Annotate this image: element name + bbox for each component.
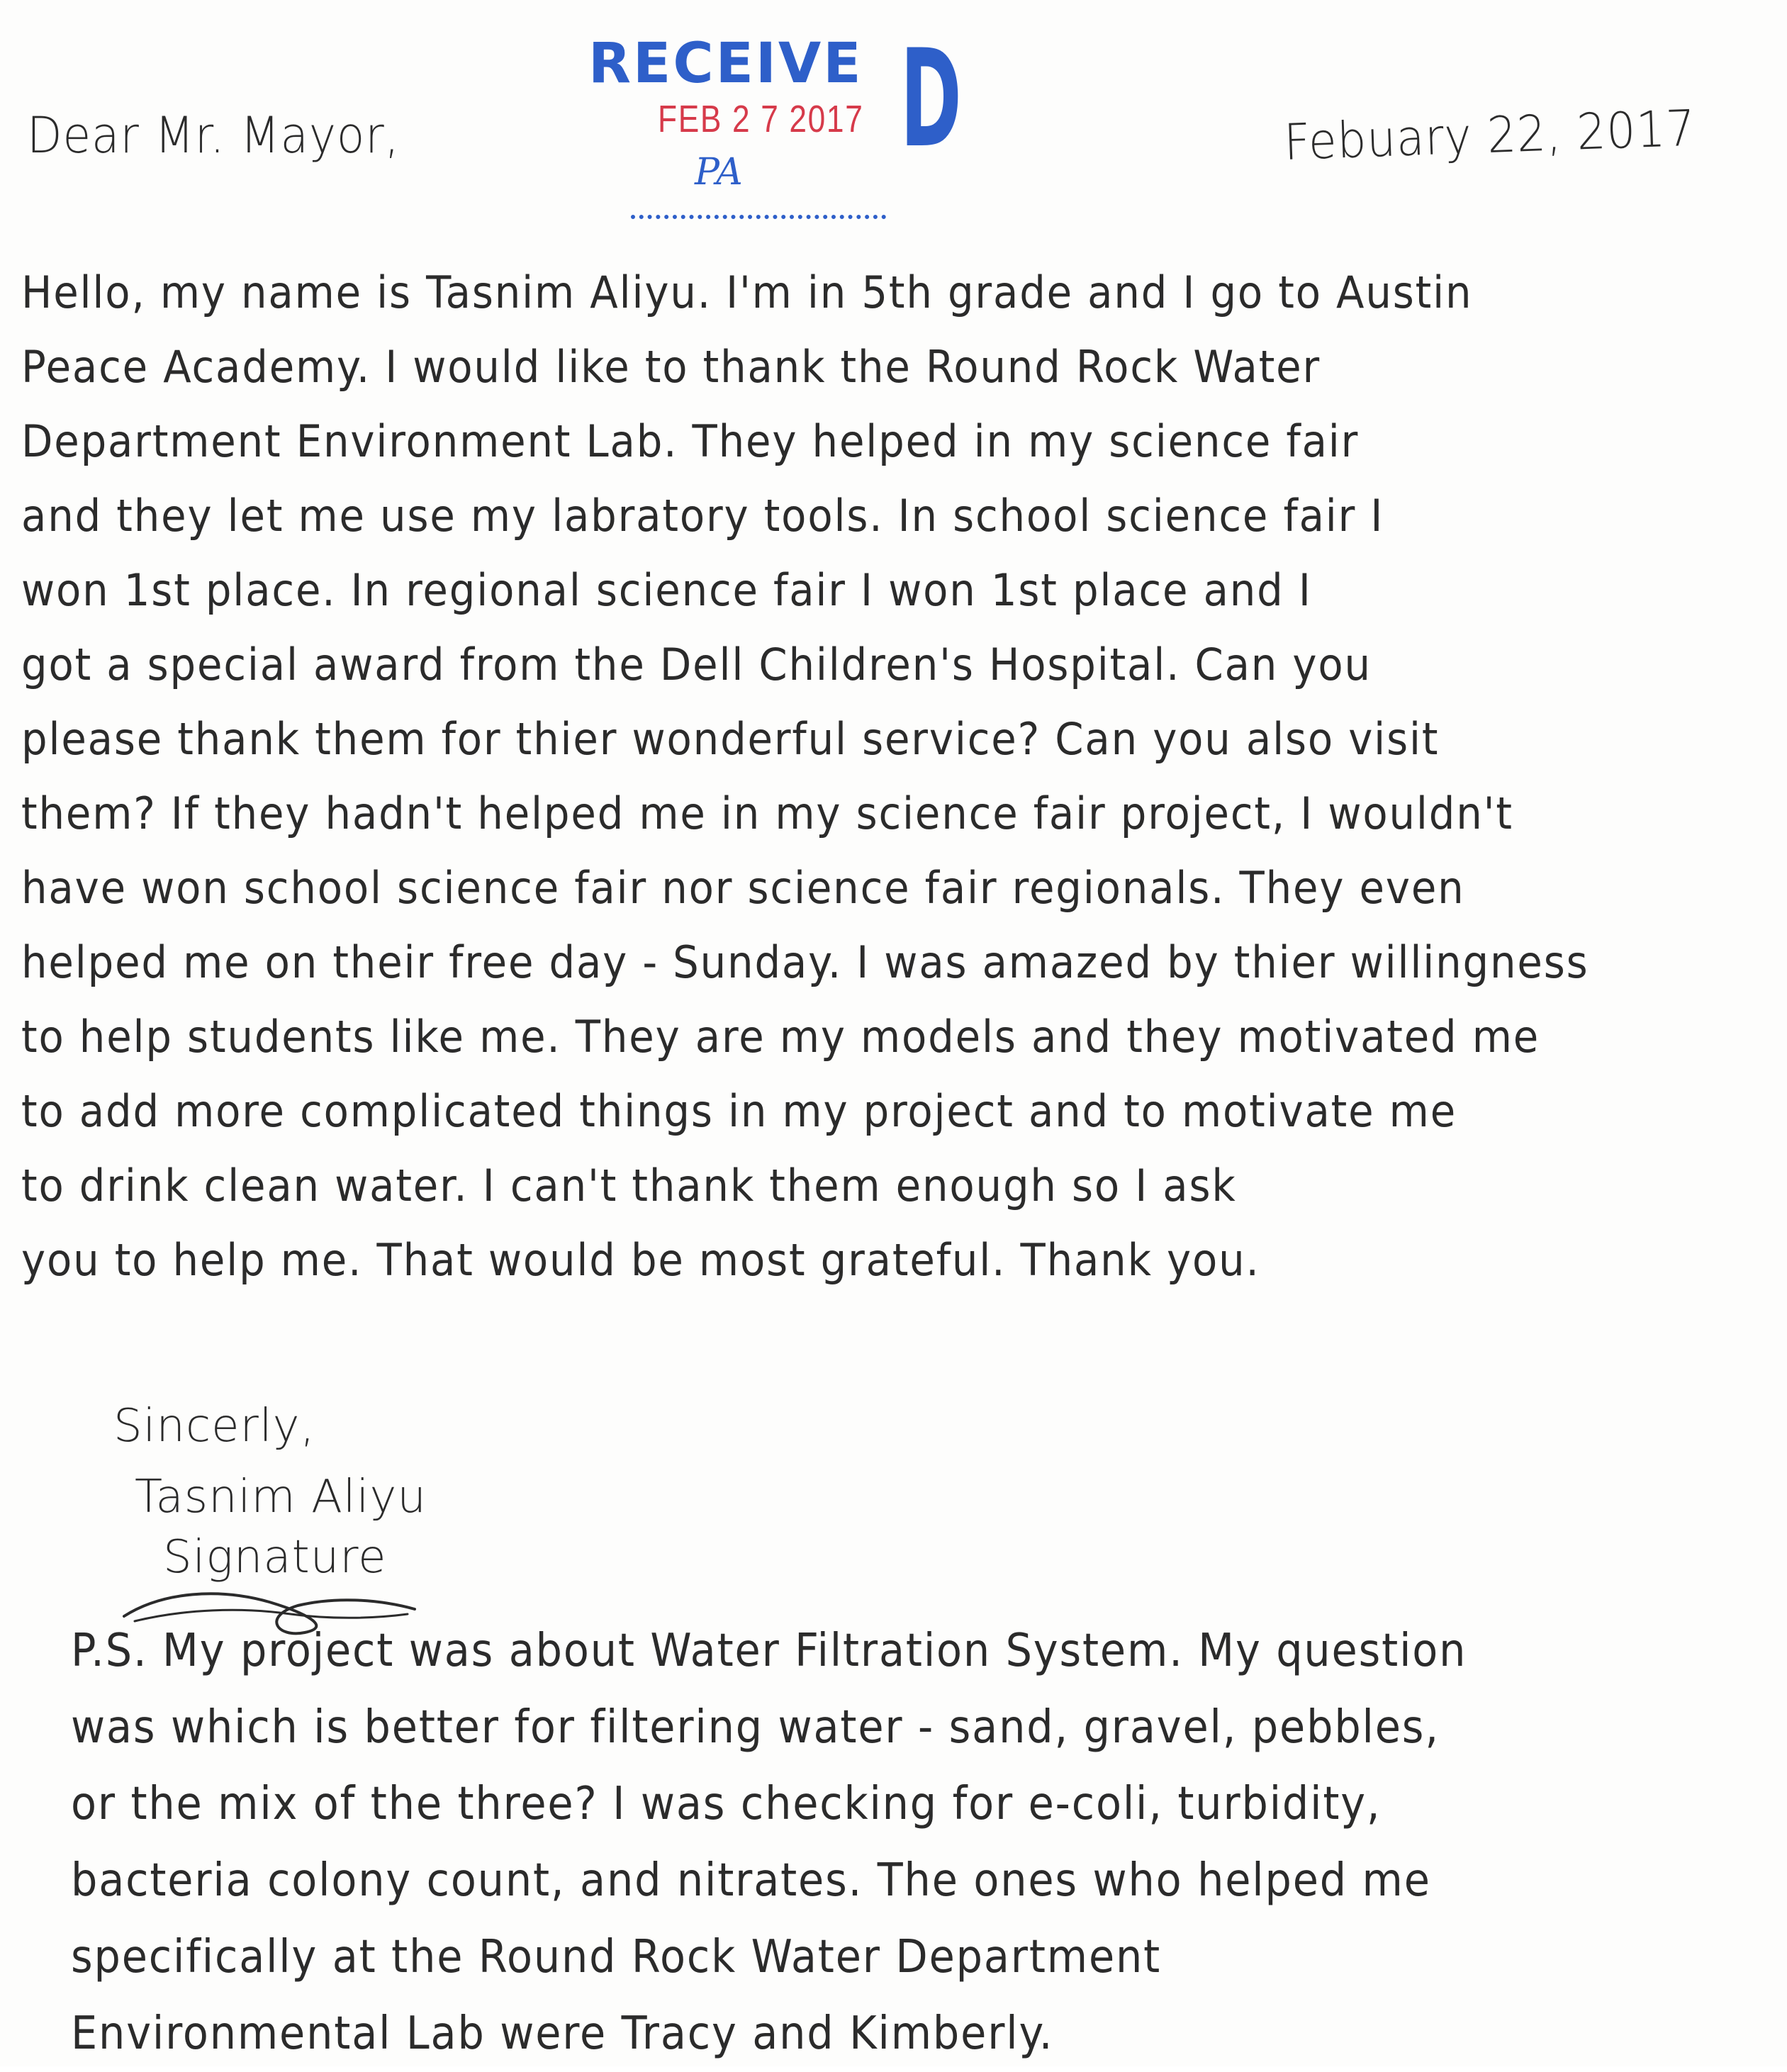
ps-line: Environmental Lab were Tracy and Kimberly. <box>71 2007 1054 2060</box>
signer-name: Tasnim Aliyu <box>135 1471 427 1523</box>
closing: Sincerly, <box>113 1400 315 1452</box>
stamp-received-text: RECEIVE <box>588 32 863 96</box>
postscript <box>71 1613 1772 2072</box>
body-line: won 1st place. In regional science fair I won 1st place and I <box>21 564 1312 616</box>
body-line: Peace Academy. I would like to thank the Round Rock Water <box>21 341 1321 393</box>
body-line: you to help me. That would be most grateful. Thank you. <box>21 1234 1260 1286</box>
body-line: Hello, my name is Tasnim Aliyu. I'm in 5th grade and I go to Austin <box>21 267 1473 318</box>
body-line: got a special award from the Dell Children's Hospital. Can you <box>21 639 1372 690</box>
stamp-date: FEB 2 7 2017 <box>658 98 864 140</box>
body-line: Department Environment Lab. They helped in my science fair <box>21 415 1360 467</box>
body-line: to help students like me. They are my models and they motivated me <box>21 1011 1540 1063</box>
body-line: to drink clean water. I can't thank them enough so I ask <box>21 1160 1237 1211</box>
body-line: have won school science fair nor science fair regionals. They even <box>21 862 1465 914</box>
ps-line: specifically at the Round Rock Water Department <box>71 1931 1162 1983</box>
ps-line: or the mix of the three? I was checking for e-coli, turbidity, <box>71 1778 1382 1830</box>
body-line: to add more complicated things in my project and to motivate me <box>21 1085 1457 1137</box>
stamp-received-last-letter: D <box>900 21 962 177</box>
ps-line: bacteria colony count, and nitrates. The ones who helped me <box>71 1854 1431 1907</box>
body-line: helped me on their free day - Sunday. I was amazed by thier willingness <box>21 936 1589 988</box>
ps-line: was which is better for filtering water - sand, gravel, pebbles, <box>71 1701 1440 1754</box>
letter-body <box>21 255 1751 1297</box>
body-line: please thank them for thier wonderful service? Can you also visit <box>21 713 1440 765</box>
faint-show-through <box>333 1407 344 1448</box>
signature-label: Signature <box>163 1531 387 1584</box>
body-line: them? If they hadn't helped me in my science fair project, I wouldn't <box>21 788 1513 839</box>
letter-date: Febuary 22, 2017 <box>1283 99 1697 172</box>
ps-line: P.S. My project was about Water Filtration System. My question <box>71 1625 1467 1677</box>
stamp-dotted-rule <box>631 215 886 219</box>
received-stamp <box>588 21 962 223</box>
salutation: Dear Mr. Mayor, <box>27 106 400 164</box>
body-line: and they let me use my labratory tools. In school science fair I <box>21 490 1384 542</box>
stamp-initials: PA <box>695 151 743 194</box>
